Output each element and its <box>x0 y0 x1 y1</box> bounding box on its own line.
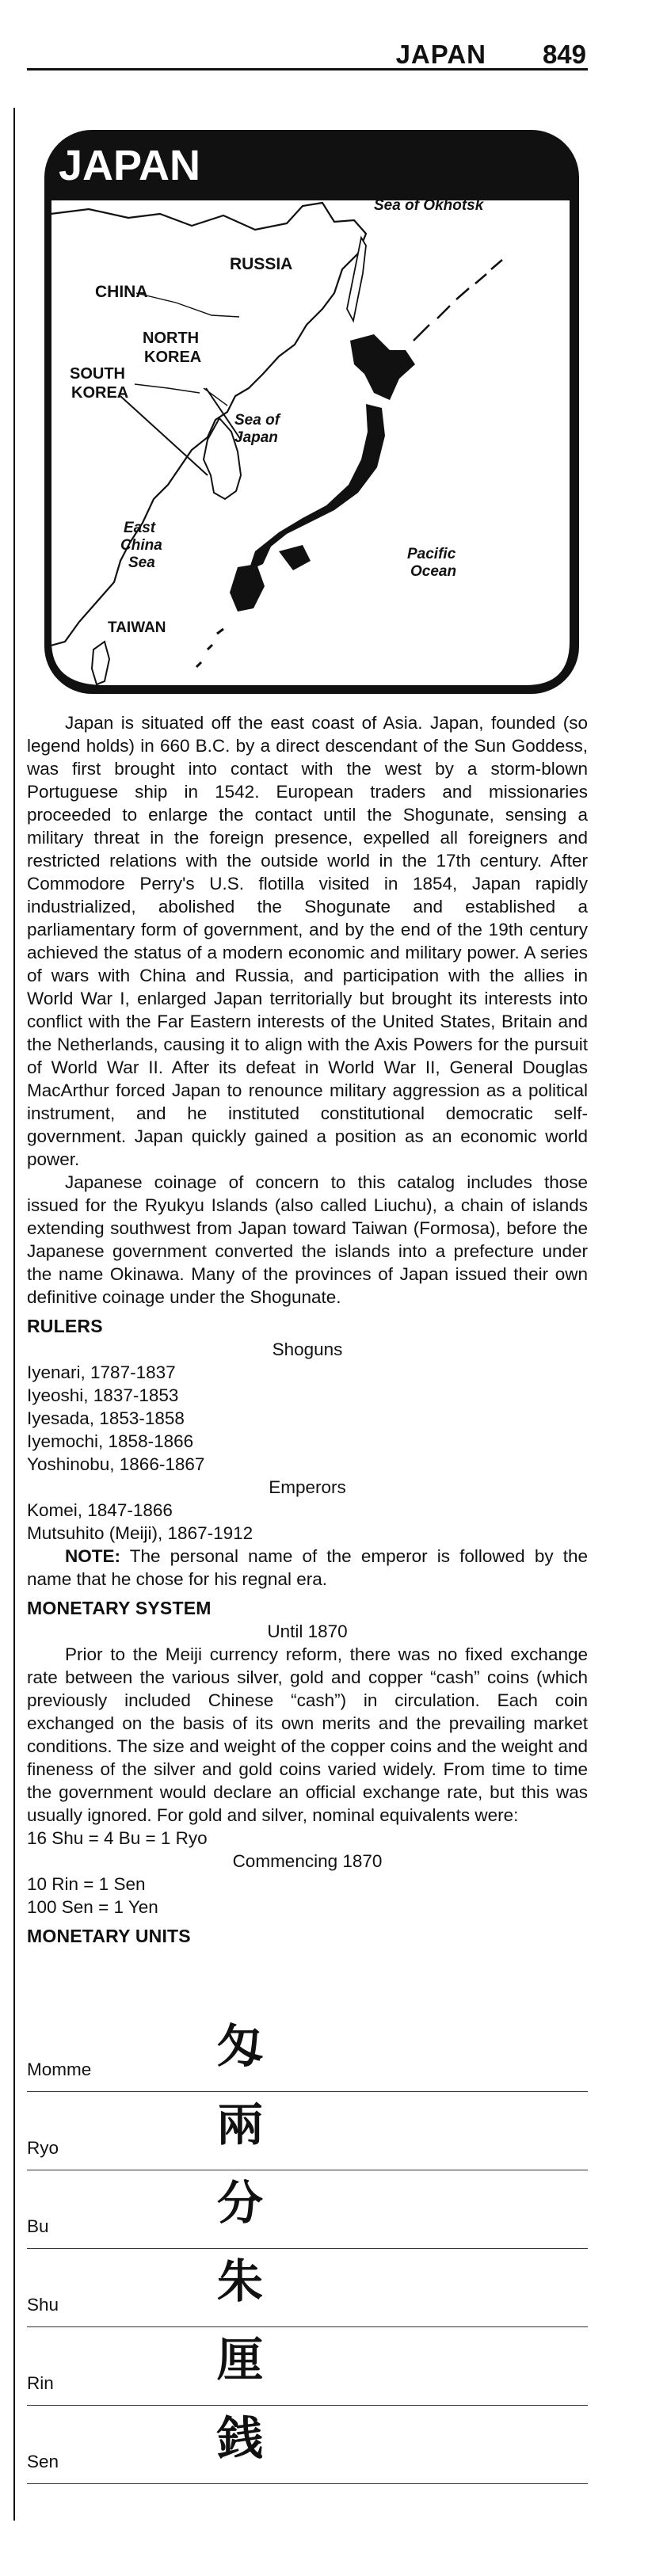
label-pacific-1: Pacific <box>407 546 456 562</box>
unit-glyph: 厘 <box>217 2333 264 2387</box>
label-taiwan: TAIWAN <box>108 619 166 636</box>
map-title: JAPAN <box>59 142 201 189</box>
rulers-heading: RULERS <box>27 1316 103 1336</box>
unit-row-sen <box>27 2406 588 2484</box>
emperors-title: Emperors <box>269 1477 346 1497</box>
label-east-china-3: Sea <box>128 554 155 571</box>
old-equivalents: 16 Shu = 4 Bu = 1 Ryo <box>27 1828 208 1848</box>
intro-paragraph-2: Japanese coinage of concern to this catalog includes those issued for the Ryukyu Islands (also called Liuchu), a chain of islands extending southwest from Japan toward Taiwan (Formosa), before the Japanese government converted the islands into a prefecture under the name Okinawa. Many of the provinces of Japan issued their own definitive coinage under the Shogunate. <box>27 1172 588 1307</box>
new-equivalents-1: 10 Rin = 1 Sen <box>27 1874 146 1894</box>
unit-row-shu <box>27 2249 588 2327</box>
unit-glyph: 匁 <box>217 2019 264 2073</box>
emperor-item: Mutsuhito (Meiji), 1867-1912 <box>27 1523 253 1543</box>
unit-label: Bu <box>27 2216 49 2236</box>
article-body <box>27 711 588 1948</box>
rulers-note <box>27 1545 588 1591</box>
label-china: CHINA <box>95 283 148 301</box>
shogun-item: Iyeoshi, 1837-1853 <box>27 1385 179 1405</box>
label-east-china-2: China <box>120 537 162 554</box>
unit-glyph: 兩 <box>217 2098 264 2151</box>
monetary-units-heading: MONETARY UNITS <box>27 1926 191 1946</box>
header-title: JAPAN <box>395 40 486 69</box>
map-svg <box>41 127 582 697</box>
unit-label: Momme <box>27 2060 92 2079</box>
commencing-1870-title: Commencing 1870 <box>232 1851 383 1871</box>
unit-row-ryo <box>27 2092 588 2170</box>
label-sea-japan-2: Japan <box>234 429 278 446</box>
label-north-korea-2: KOREA <box>144 349 202 366</box>
label-south-korea-1: SOUTH <box>70 365 125 383</box>
monetary-system-paragraph: Prior to the Meiji currency reform, there was no fixed exchange rate between the various silver, gold and copper “cash” coins (which previously included Chinese “cash”) in circulation. Each coin exchanged on the basis of its own merits and the prevailing market conditions. The size and weight of the copper coins and the weight and fineness of the silver and gold coins varied widely. From time to time the government would declare an official exchange rate, but this was usually ignored. For gold and silver, nominal equivalents were: <box>27 1644 588 1825</box>
shogun-item: Iyenari, 1787-1837 <box>27 1362 176 1382</box>
unit-label: Ryo <box>27 2138 59 2158</box>
until-1870-title: Until 1870 <box>267 1621 348 1641</box>
label-russia: RUSSIA <box>230 255 293 273</box>
shoguns-title: Shoguns <box>272 1339 343 1359</box>
unit-row-rin <box>27 2327 588 2406</box>
shogun-item: Iyemochi, 1858-1866 <box>27 1431 194 1451</box>
japan-map <box>41 127 582 697</box>
monetary-units-table <box>27 2014 588 2484</box>
new-equivalents-2: 100 Sen = 1 Yen <box>27 1897 158 1917</box>
unit-row-bu <box>27 2170 588 2249</box>
label-south-korea-2: KOREA <box>71 384 129 402</box>
unit-glyph: 銭 <box>217 2411 264 2465</box>
unit-glyph: 朱 <box>217 2254 264 2308</box>
label-north-korea-1: NORTH <box>143 330 200 347</box>
unit-label: Shu <box>27 2295 59 2315</box>
map-area <box>51 200 570 686</box>
unit-glyph: 分 <box>217 2176 264 2230</box>
monetary-system-heading: MONETARY SYSTEM <box>27 1598 212 1618</box>
shogun-item: Yoshinobu, 1866-1867 <box>27 1454 205 1474</box>
label-east-china-1: East <box>124 520 156 536</box>
unit-label: Rin <box>27 2373 54 2393</box>
unit-label: Sen <box>27 2452 59 2471</box>
left-margin-rule <box>13 108 15 2521</box>
label-pacific-2: Ocean <box>410 563 457 580</box>
page-number: 849 <box>542 40 586 69</box>
emperor-item: Komei, 1847-1866 <box>27 1500 173 1520</box>
label-sea-japan-1: Sea of <box>234 412 280 429</box>
page-header <box>27 36 588 70</box>
note-text: The personal name of the emperor is followed by the name that he chose for his regnal era. <box>27 1546 588 1589</box>
unit-row-momme <box>27 2014 588 2092</box>
label-sea-okhotsk: Sea of Okhotsk <box>374 197 484 214</box>
intro-paragraph-1: Japan is situated off the east coast of Asia. Japan, founded (so legend holds) in 660 B.C. by a direct descendant of the Sun Goddess, was first brought into contact with the west by a storm-blown Portuguese ship in 1542. European traders and missionaries proceeded to enlarge the contact until the Shogunate, sensing a military threat in the foreign presence, expelled all foreigners and restricted relations with the outside world in the 17th century. After Commodore Perry's U.S. flotilla visited in 1854, Japan rapidly industrialized, abolished the Shogunate and established a parliamentary form of government, and by the end of the 19th century achieved the status of a modern economic and military power. A series of wars with China and Russia, and participation with the allies in World War I, enlarged Japan territorially but brought its interests into conflict with the Far Eastern interests of the United States, Britain and the Netherlands, causing it to align with the Axis Powers for the pursuit of World War II. After its defeat in World War II, General Douglas MacArthur forced Japan to renounce military aggression as a political instrument, and he instituted constitutional democratic self-government. Japan quickly gained a position as an economic world power. <box>27 713 588 1169</box>
note-label: NOTE: <box>65 1546 120 1566</box>
shogun-item: Iyesada, 1853-1858 <box>27 1408 185 1428</box>
